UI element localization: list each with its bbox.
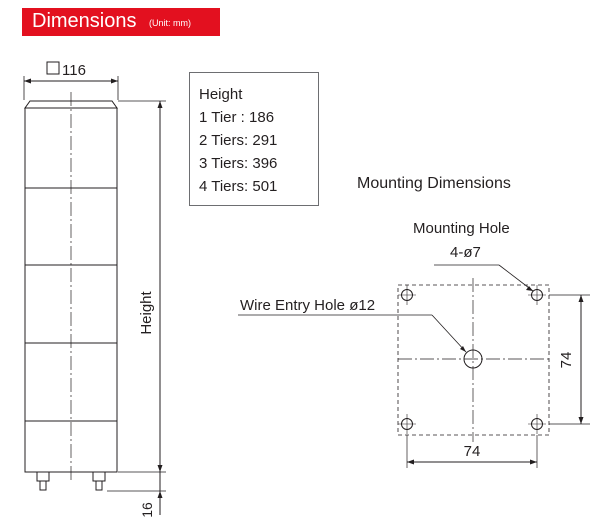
mounting-hole-leader-line (499, 265, 533, 291)
mounting-title: Mounting Dimensions (357, 175, 511, 192)
height-arrow-bottom (158, 465, 163, 472)
height-table (189, 72, 319, 206)
height-table-title: Height (199, 86, 243, 103)
terminal-right-stem (96, 481, 102, 490)
mounting-hole-size: 4-ø7 (450, 244, 481, 261)
terminal-left-top (37, 472, 49, 481)
height-arrow-top (158, 101, 163, 108)
height-table-row: 4 Tiers: 501 (199, 178, 278, 195)
height-table-row: 2 Tiers: 291 (199, 132, 278, 149)
wire-entry-leader-line (432, 315, 466, 352)
mounting-hole-label: Mounting Hole (413, 220, 510, 237)
vert-dim-arrow-top (579, 295, 584, 302)
width-arrow-right (111, 79, 118, 84)
mounting-plan-view (238, 265, 590, 468)
terminal-left-stem (40, 481, 46, 490)
tower-height-label: Height (138, 291, 155, 335)
width-arrow-left (24, 79, 31, 84)
height-table-row: 1 Tier : 186 (199, 109, 275, 126)
horiz-dim-arrow-left (407, 460, 414, 465)
mounting-height-dim-label: 74 (558, 351, 575, 369)
mounting-outline (398, 285, 549, 435)
horiz-dim-arrow-right (530, 460, 537, 465)
wire-entry-label: Wire Entry Hole ø12 (240, 297, 376, 314)
tower-side-view (24, 62, 166, 515)
tower-width-label: 116 (62, 62, 86, 79)
height-table-row: 3 Tiers: 396 (199, 155, 278, 172)
terminal-right-top (93, 472, 105, 481)
base-height-label: 16 (139, 502, 155, 518)
header-unit-label: (Unit: mm) (149, 18, 191, 28)
header-title: Dimensions (32, 10, 137, 32)
base-arrow (158, 491, 163, 498)
vert-dim-arrow-bottom (579, 417, 584, 424)
mounting-width-dim-label: 74 (463, 443, 481, 460)
square-symbol-icon (47, 62, 59, 74)
